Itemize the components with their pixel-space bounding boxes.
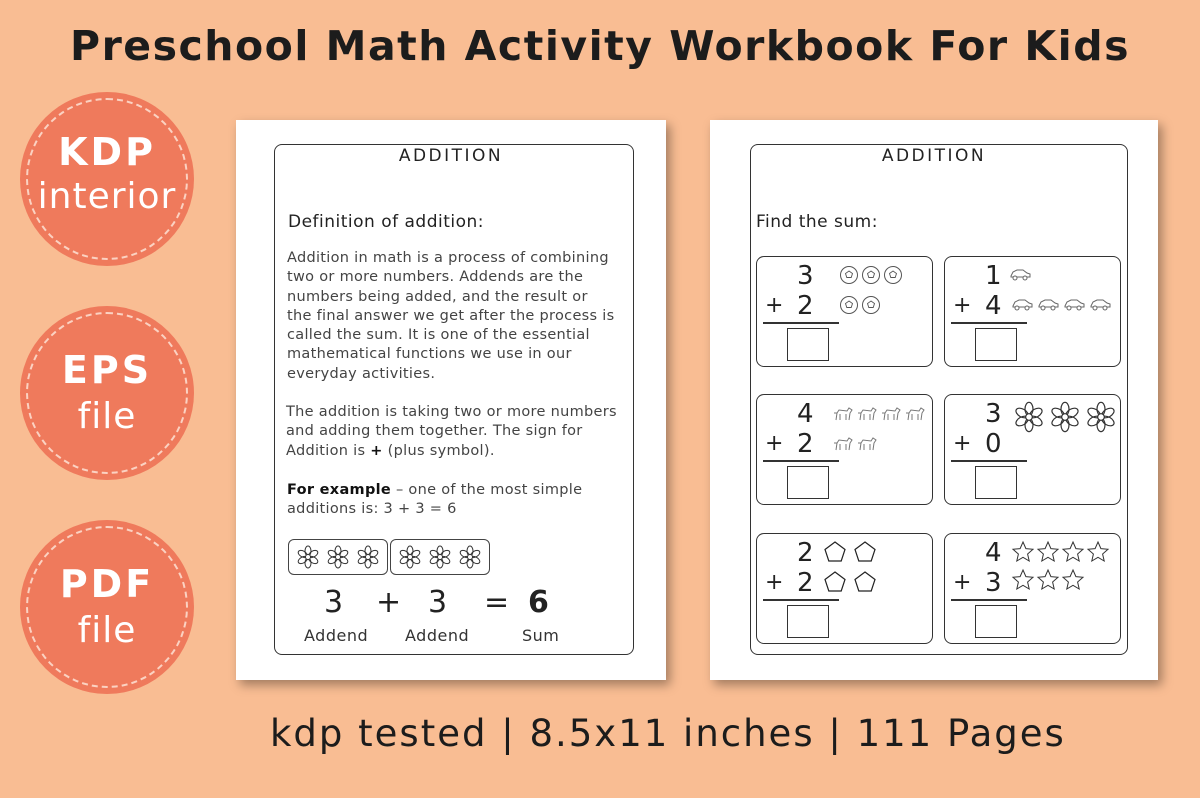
badge-line2: file	[77, 610, 137, 651]
problem-bottom-number: 2	[797, 429, 814, 459]
problem-operator: +	[765, 570, 784, 595]
badge-kdp-interior	[20, 92, 194, 266]
icon-row-top	[1011, 540, 1110, 564]
icon-row-bottom	[1009, 297, 1113, 311]
problem-line	[951, 599, 1027, 601]
flower-icon	[1013, 401, 1045, 433]
badge-eps-file	[20, 306, 194, 480]
problem-operator: +	[953, 293, 972, 318]
left-page-heading: ADDITION	[398, 146, 504, 166]
dog-icon	[879, 405, 901, 423]
dog-icon	[831, 435, 853, 453]
car-icon	[1009, 297, 1035, 311]
example-rest: – one of the most simple	[391, 482, 583, 498]
equation-addend-2: 3	[428, 585, 448, 620]
paragraph-line	[286, 442, 656, 461]
problem-bottom-number: 4	[985, 291, 1002, 321]
pentagon-icon	[823, 570, 847, 594]
problem-top-number: 1	[985, 261, 1002, 291]
answer-box[interactable]	[975, 605, 1017, 638]
answer-box[interactable]	[787, 466, 829, 499]
equation-addend-1: 3	[324, 585, 344, 620]
problem-line	[763, 599, 839, 601]
right-page-heading: ADDITION	[881, 146, 987, 166]
badge-line1: KDP	[58, 130, 156, 174]
badge-line1: PDF	[59, 562, 155, 606]
paragraph-line: and adding them together. The sign for	[286, 423, 583, 440]
badge-line2: file	[77, 396, 137, 437]
sign-text-end: (plus symbol).	[387, 442, 495, 459]
problem-card	[944, 394, 1121, 505]
car-icon	[1035, 297, 1061, 311]
problem-bottom-number: 2	[797, 568, 814, 598]
problem-bottom-number: 2	[797, 291, 814, 321]
icon-row-top	[823, 540, 877, 564]
pentagon-icon	[853, 540, 877, 564]
problem-line	[763, 460, 839, 462]
icon-row-bottom	[839, 295, 881, 315]
left-page	[236, 120, 666, 680]
paragraph-line: the final answer we get after the process is	[287, 307, 615, 324]
paragraph-line: Addition in math is a process of combining	[287, 250, 609, 266]
soccer-ball-icon	[861, 295, 881, 315]
paragraph-line: called the sum. It is one of the essential	[287, 327, 590, 344]
problem-bottom-number: 0	[985, 429, 1002, 459]
plus-symbol: +	[370, 442, 383, 459]
car-icon	[1009, 267, 1031, 281]
flower-icon	[1085, 401, 1117, 433]
icon-row-top	[1013, 401, 1117, 433]
problem-top-number: 2	[797, 538, 814, 568]
main-title: Preschool Math Activity Workbook For Kids	[70, 22, 1130, 70]
flower-icon	[296, 545, 320, 569]
equation-plus: +	[376, 585, 402, 620]
answer-box[interactable]	[975, 466, 1017, 499]
icon-row-top	[839, 265, 903, 285]
paragraph-line: two or more numbers. Addends are the	[287, 269, 584, 286]
star-icon	[1086, 540, 1110, 564]
paragraph-line: The addition is taking two or more numbers	[286, 404, 617, 420]
icon-row-bottom	[831, 435, 877, 453]
problem-line	[951, 460, 1027, 462]
icon-row-top	[1009, 267, 1031, 281]
problem-bottom-number: 3	[985, 568, 1002, 598]
equation-sum: 6	[528, 585, 549, 620]
star-icon	[1036, 568, 1060, 592]
problem-top-number: 3	[797, 261, 814, 291]
icon-row-bottom	[823, 570, 877, 594]
flower-group-2	[390, 539, 490, 575]
badge-pdf-file	[20, 520, 194, 694]
flower-icon	[326, 545, 350, 569]
soccer-ball-icon	[883, 265, 903, 285]
sign-text: Addition is	[286, 442, 366, 459]
problem-card	[756, 256, 933, 367]
dog-icon	[855, 435, 877, 453]
problem-card	[944, 256, 1121, 367]
soccer-ball-icon	[839, 295, 859, 315]
pentagon-icon	[823, 540, 847, 564]
icon-row-top	[831, 405, 925, 423]
right-page	[710, 120, 1158, 680]
equation-equals: =	[484, 585, 510, 620]
sign-paragraph	[286, 403, 656, 461]
icon-row-bottom	[1011, 568, 1085, 592]
star-icon	[1061, 540, 1085, 564]
answer-box[interactable]	[787, 605, 829, 638]
answer-box[interactable]	[787, 328, 829, 361]
problem-operator: +	[765, 431, 784, 456]
definition-paragraph	[287, 249, 657, 384]
problem-line	[763, 322, 839, 324]
paragraph-line	[287, 481, 657, 500]
problem-top-number: 3	[985, 399, 1002, 429]
example-paragraph	[287, 481, 657, 520]
problem-operator: +	[953, 570, 972, 595]
paragraph-line: mathematical functions we use in our	[287, 346, 572, 363]
flower-icon	[428, 545, 452, 569]
paragraph-line: additions is: 3 + 3 = 6	[287, 501, 457, 518]
star-icon	[1036, 540, 1060, 564]
car-icon	[1087, 297, 1113, 311]
badge-line2: interior	[37, 176, 177, 217]
example-bold: For example	[287, 482, 392, 498]
flower-icon	[398, 545, 422, 569]
soccer-ball-icon	[861, 265, 881, 285]
flower-icon	[356, 545, 380, 569]
pentagon-icon	[853, 570, 877, 594]
answer-box[interactable]	[975, 328, 1017, 361]
problem-top-number: 4	[797, 399, 814, 429]
dog-icon	[903, 405, 925, 423]
find-sum-prompt: Find the sum:	[756, 212, 878, 232]
soccer-ball-icon	[839, 265, 859, 285]
star-icon	[1011, 568, 1035, 592]
problem-top-number: 4	[985, 538, 1002, 568]
problem-card	[756, 394, 933, 505]
flower-icon	[1049, 401, 1081, 433]
definition-heading: Definition of addition:	[288, 212, 485, 232]
flower-icon	[458, 545, 482, 569]
star-icon	[1011, 540, 1035, 564]
star-icon	[1061, 568, 1085, 592]
problem-operator: +	[765, 293, 784, 318]
dog-icon	[855, 405, 877, 423]
problem-card	[756, 533, 933, 644]
paragraph-line: everyday activities.	[287, 365, 436, 382]
car-icon	[1061, 297, 1087, 311]
problem-operator: +	[953, 431, 972, 456]
problem-card	[944, 533, 1121, 644]
paragraph-line: numbers being added, and the result or	[287, 288, 588, 305]
label-addend-2: Addend	[405, 626, 470, 645]
label-sum: Sum	[522, 626, 560, 645]
badge-line1: EPS	[61, 348, 153, 392]
flower-group-1	[288, 539, 388, 575]
label-addend-1: Addend	[304, 626, 369, 645]
dog-icon	[831, 405, 853, 423]
footer-info: kdp tested | 8.5x11 inches | 111 Pages	[270, 712, 1066, 755]
problem-line	[951, 322, 1027, 324]
